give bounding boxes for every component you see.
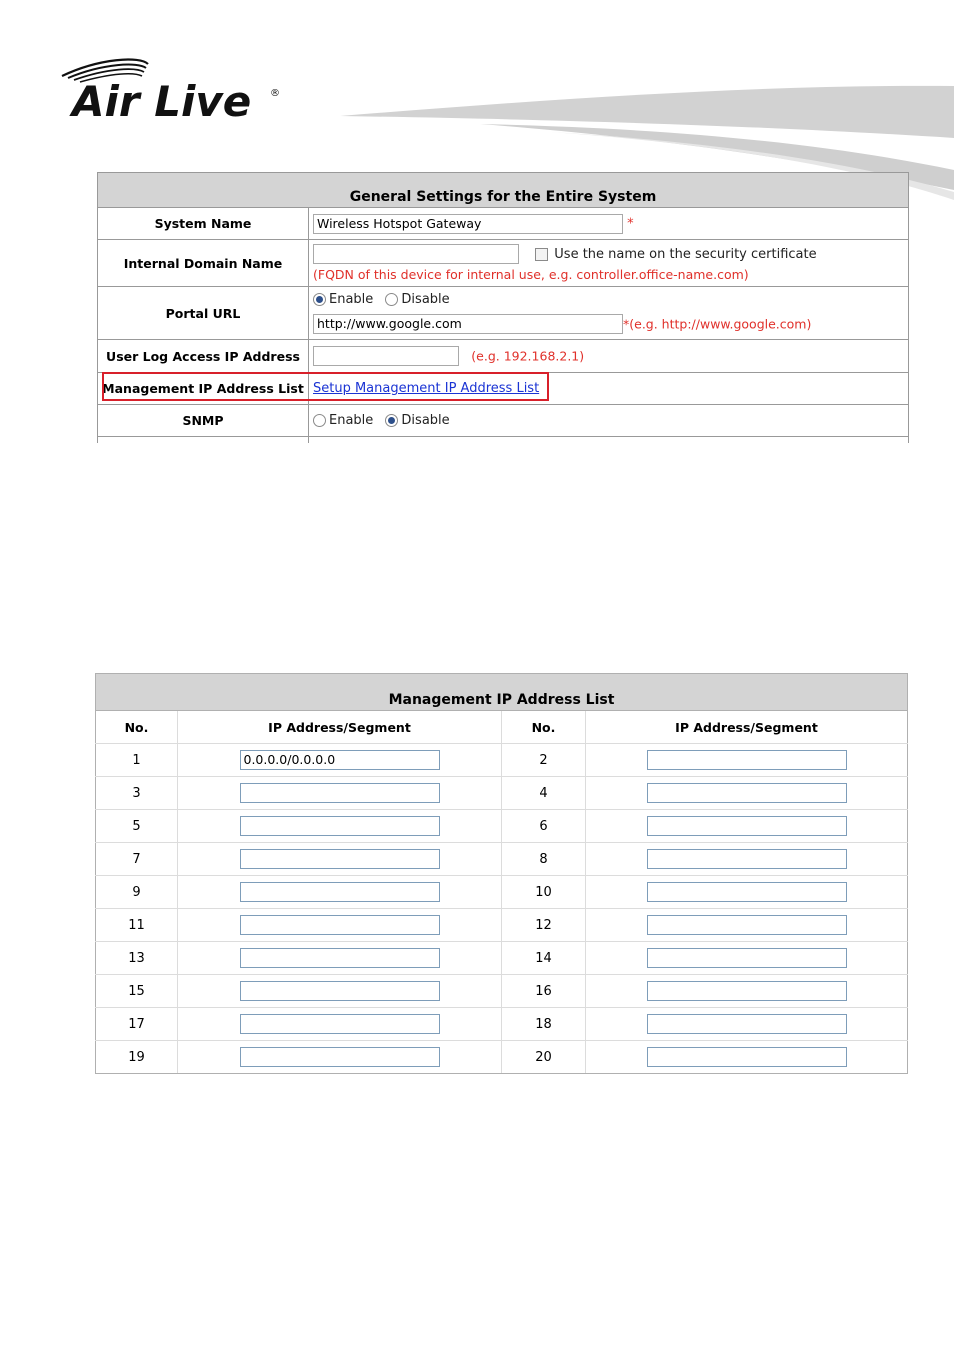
row-number-left: 9 bbox=[96, 876, 178, 909]
ip-cell-left bbox=[178, 975, 502, 1008]
table-row bbox=[96, 1041, 908, 1074]
required-mark: * bbox=[627, 216, 634, 231]
ip-cell-right bbox=[586, 975, 908, 1008]
row-number-left: 13 bbox=[96, 942, 178, 975]
ip-address-input-left[interactable] bbox=[240, 948, 440, 968]
ip-cell-right bbox=[586, 1008, 908, 1041]
ip-address-input-left[interactable] bbox=[240, 816, 440, 836]
ip-address-input-left[interactable]: 0.0.0.0/0.0.0.0 bbox=[240, 750, 440, 770]
system-name-label: System Name bbox=[98, 208, 309, 240]
ip-cell-right bbox=[586, 843, 908, 876]
next-row-label bbox=[98, 437, 309, 444]
ip-cell-left bbox=[178, 810, 502, 843]
ip-address-input-left[interactable] bbox=[240, 882, 440, 902]
ip-cell-right bbox=[586, 909, 908, 942]
row-number-right: 20 bbox=[502, 1041, 586, 1074]
table-row bbox=[96, 744, 908, 777]
highlight-box bbox=[102, 372, 549, 401]
ip-cell-left bbox=[178, 744, 502, 777]
ip-cell-left bbox=[178, 909, 502, 942]
management-ip-list-title: Management IP Address List bbox=[96, 674, 908, 711]
column-header-ip-left: IP Address/Segment bbox=[178, 711, 502, 744]
ip-address-input-left[interactable] bbox=[240, 1047, 440, 1067]
management-ip-list-table bbox=[95, 673, 908, 1074]
snmp-enable-radio[interactable] bbox=[313, 414, 326, 427]
airlive-logo bbox=[60, 58, 290, 124]
row-number-left: 11 bbox=[96, 909, 178, 942]
table-row bbox=[96, 876, 908, 909]
row-number-right: 4 bbox=[502, 777, 586, 810]
column-header-ip-right: IP Address/Segment bbox=[586, 711, 908, 744]
row-number-right: 14 bbox=[502, 942, 586, 975]
ip-address-input-right[interactable] bbox=[647, 1014, 847, 1034]
internal-domain-hint: (FQDN of this device for internal use, e.g. controller.office-name.com) bbox=[313, 267, 749, 282]
internal-domain-label: Internal Domain Name bbox=[98, 240, 309, 287]
table-header-row bbox=[96, 711, 908, 744]
row-number-left: 19 bbox=[96, 1041, 178, 1074]
portal-url-disable-label: Disable bbox=[401, 292, 450, 307]
ip-cell-left bbox=[178, 1041, 502, 1074]
ip-address-input-left[interactable] bbox=[240, 849, 440, 869]
portal-url-input[interactable]: http://www.google.com bbox=[313, 314, 623, 334]
ip-cell-left bbox=[178, 777, 502, 810]
ip-cell-left bbox=[178, 1008, 502, 1041]
portal-url-cell bbox=[309, 287, 909, 340]
security-certificate-checkbox[interactable] bbox=[535, 248, 548, 261]
row-number-left: 17 bbox=[96, 1008, 178, 1041]
ip-cell-left bbox=[178, 843, 502, 876]
ip-cell-right bbox=[586, 810, 908, 843]
svg-text:®: ® bbox=[270, 88, 280, 99]
row-number-right: 6 bbox=[502, 810, 586, 843]
ip-cell-right bbox=[586, 1041, 908, 1074]
portal-url-enable-label: Enable bbox=[329, 292, 374, 307]
portal-url-disable-radio[interactable] bbox=[385, 293, 398, 306]
snmp-cell bbox=[309, 405, 909, 437]
table-row bbox=[96, 909, 908, 942]
ip-address-input-right[interactable] bbox=[647, 816, 847, 836]
row-number-left: 7 bbox=[96, 843, 178, 876]
ip-address-input-right[interactable] bbox=[647, 783, 847, 803]
general-settings-table bbox=[97, 172, 909, 443]
security-certificate-label: Use the name on the security certificate bbox=[554, 246, 817, 262]
snmp-enable-label: Enable bbox=[329, 413, 374, 428]
ip-cell-right bbox=[586, 744, 908, 777]
management-ip-label: Management IP Address List bbox=[98, 373, 309, 405]
row-number-right: 12 bbox=[502, 909, 586, 942]
portal-url-label: Portal URL bbox=[98, 287, 309, 340]
row-number-left: 1 bbox=[96, 744, 178, 777]
row-number-right: 18 bbox=[502, 1008, 586, 1041]
row-number-right: 2 bbox=[502, 744, 586, 777]
internal-domain-input[interactable] bbox=[313, 244, 519, 264]
ip-address-input-right[interactable] bbox=[647, 948, 847, 968]
svg-text:Air Live: Air Live bbox=[72, 77, 252, 124]
snmp-label: SNMP bbox=[98, 405, 309, 437]
table-row bbox=[96, 843, 908, 876]
ip-address-input-right[interactable] bbox=[647, 882, 847, 902]
row-number-left: 15 bbox=[96, 975, 178, 1008]
ip-address-input-right[interactable] bbox=[647, 981, 847, 1001]
user-log-access-hint: (e.g. 192.168.2.1) bbox=[471, 348, 585, 364]
ip-address-input-right[interactable] bbox=[647, 915, 847, 935]
ip-cell-right bbox=[586, 942, 908, 975]
table-row bbox=[96, 810, 908, 843]
user-log-access-label: User Log Access IP Address bbox=[98, 340, 309, 373]
user-log-access-cell bbox=[309, 340, 909, 373]
portal-url-hint: *(e.g. http://www.google.com) bbox=[623, 316, 812, 332]
system-name-input[interactable]: Wireless Hotspot Gateway bbox=[313, 214, 623, 234]
ip-address-input-left[interactable] bbox=[240, 981, 440, 1001]
ip-address-input-right[interactable] bbox=[647, 849, 847, 869]
portal-url-enable-radio[interactable] bbox=[313, 293, 326, 306]
column-header-no-right: No. bbox=[502, 711, 586, 744]
ip-address-input-left[interactable] bbox=[240, 1014, 440, 1034]
ip-cell-right bbox=[586, 777, 908, 810]
ip-address-input-right[interactable] bbox=[647, 1047, 847, 1067]
row-number-left: 5 bbox=[96, 810, 178, 843]
row-number-left: 3 bbox=[96, 777, 178, 810]
setup-management-ip-link[interactable]: Setup Management IP Address List bbox=[313, 381, 540, 396]
row-number-right: 16 bbox=[502, 975, 586, 1008]
snmp-disable-radio[interactable] bbox=[385, 414, 398, 427]
ip-cell-left bbox=[178, 942, 502, 975]
general-settings-panel bbox=[97, 172, 909, 443]
column-header-no-left: No. bbox=[96, 711, 178, 744]
row-number-right: 10 bbox=[502, 876, 586, 909]
system-name-cell bbox=[309, 208, 909, 240]
row-number-right: 8 bbox=[502, 843, 586, 876]
general-settings-title: General Settings for the Entire System bbox=[98, 173, 909, 208]
next-row-cell bbox=[309, 437, 909, 444]
ip-address-input-left[interactable] bbox=[240, 915, 440, 935]
user-log-access-input[interactable] bbox=[313, 346, 459, 366]
table-row bbox=[96, 975, 908, 1008]
table-row bbox=[96, 942, 908, 975]
ip-address-input-right[interactable] bbox=[647, 750, 847, 770]
table-row bbox=[96, 777, 908, 810]
internal-domain-cell bbox=[309, 240, 909, 287]
table-row bbox=[96, 1008, 908, 1041]
snmp-disable-label: Disable bbox=[401, 413, 450, 428]
ip-cell-left bbox=[178, 876, 502, 909]
ip-cell-right bbox=[586, 876, 908, 909]
ip-address-input-left[interactable] bbox=[240, 783, 440, 803]
